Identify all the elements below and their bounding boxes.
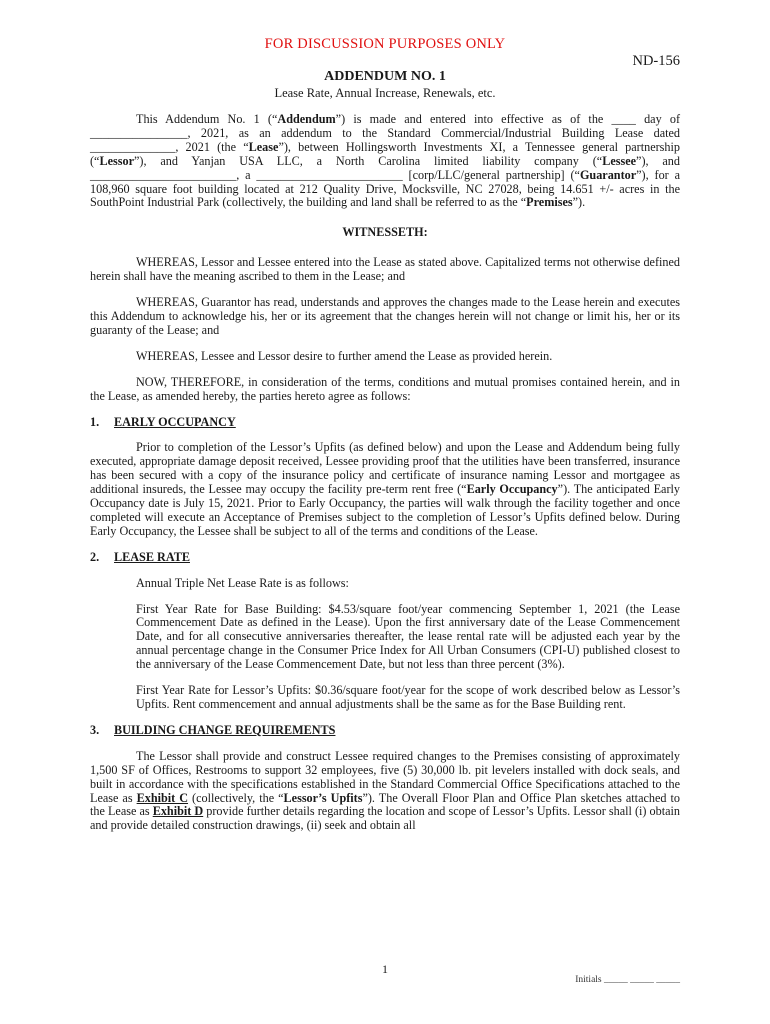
whereas-paragraph-3: WHEREAS, Lessee and Lessor desire to further amend the Lease as provided herein.	[136, 348, 553, 363]
intro-paragraph: This Addendum No. 1 (“Addendum”) is made and entered into effective as of the ____ day of ________________, 2021, as an addendum to the Standard Commercial/Industrial Building Lease dated ______________, 2021 (the “Lease”), between Hollingsworth Investments XI, a Tennessee general partnership (“Lessor”), and Yanjan USA LLC, a North Carolina limited liability company (“Lessee”), and ________________________, a ________________________ [corp/LLC/general partnership] (“Guarantor”), for a 108,960 square foot building located at 212 Quality Drive, Mocksville, NC 27028, being 14.651 +/- acres in the SouthPoint Industrial Park (collectively, the building and land shall be referred to as the “Premises”).	[90, 112, 680, 210]
document-id: ND-156	[632, 53, 680, 69]
document-body	[90, 113, 680, 833]
section-3-heading: 3. BUILDING CHANGE REQUIREMENTS	[90, 722, 336, 737]
section-2-paragraph-3: First Year Rate for Lessor’s Upfits: $0.36/square foot/year for the scope of work described below as Lessor’s Upfits. Rent commencement and annual adjustments shall be the same as for the Base Building rent.	[136, 683, 680, 711]
section-2-paragraph-2: First Year Rate for Base Building: $4.53/square foot/year commencing September 1, 2021 (the Lease Commencement Date as defined in the Lease). Upon the first anniversary date of the Lease Commencement Date, and for all consecutive anniversaries thereafter, the lease rental rate will be adjusted each year by the annual percentage change in the Consumer Price Index for All Urban Consumers (CPI-U) published closest to the anniversary of the Lease Commencement Date, but not less than three percent (3%).	[136, 601, 680, 672]
whereas-paragraph-1: WHEREAS, Lessor and Lessee entered into the Lease as stated above. Capitalized terms not otherwise defined herein shall have the meaning ascribed to them in the Lease; and	[90, 255, 680, 284]
initials-line: Initials _____ _____ _____	[575, 975, 680, 985]
exhibit-c-reference: Exhibit C	[136, 790, 189, 805]
exhibit-d-reference: Exhibit D	[152, 804, 204, 819]
section-2-paragraph-1: Annual Triple Net Lease Rate is as follows:	[136, 575, 349, 590]
document-subtitle: Lease Rate, Annual Increase, Renewals, etc.	[274, 86, 496, 100]
now-therefore-paragraph: NOW, THEREFORE, in consideration of the terms, conditions and mutual promises contained herein, and in the Lease, as amended hereby, the parties hereto agree as follows:	[90, 374, 680, 403]
witnesseth-heading: WITNESSETH:	[342, 225, 428, 240]
page-number: 1	[382, 962, 388, 976]
whereas-paragraph-2: WHEREAS, Guarantor has read, understands and approves the changes made to the Lease herein and executes this Addendum to acknowledge his, her or its agreement that the changes herein will not change or limit his, her or its guaranty of the Lease; and	[90, 295, 680, 337]
section-1-paragraph: Prior to completion of the Lessor’s Upfits (as defined below) and upon the Lease and Addendum being fully executed, appropriate damage deposit received, Lessee providing proof that the utilities have been transferred, insurance has been secured with a copy of the insurance policy and certificate of insurance naming Lessor and mortgagee as additional insureds, the Lessee may occupy the facility pre-term rent free (“Early Occupancy”). The anticipated Early Occupancy date is July 15, 2021. Prior to Early Occupancy, the parties will walk through the facility together and once completed will execute an Acceptance of Premises subject to the completion of Lessor’s Upfits defined below. During Early Occupancy, the Lessee shall be subject to all of the terms and conditions of the Lease.	[90, 440, 680, 538]
section-1-heading: 1. EARLY OCCUPANCY	[90, 414, 236, 429]
section-2-heading: 2. LEASE RATE	[90, 549, 190, 564]
section-3-paragraph: The Lessor shall provide and construct Lessee required changes to the Premises consisting of approximately 1,500 SF of Offices, Restrooms to support 32 employees, five (5) 30,000 lb. pit levelers installed with dock seals, and built in accordance with the specifications established in the Standard Commercial Office Specifications attached to the Lease as Exhibit C (collectively, the “Lessor’s Upfits”). The Overall Floor Plan and Office Plan sketches attached to the Lease as Exhibit D provide further details regarding the location and scope of Lessor’s Upfits. Lessor shall (i) obtain and provide detailed construction drawings, (ii) seek and obtain all	[90, 748, 680, 833]
discussion-banner: FOR DISCUSSION PURPOSES ONLY	[264, 36, 506, 52]
document-title: ADDENDUM NO. 1	[324, 69, 446, 84]
